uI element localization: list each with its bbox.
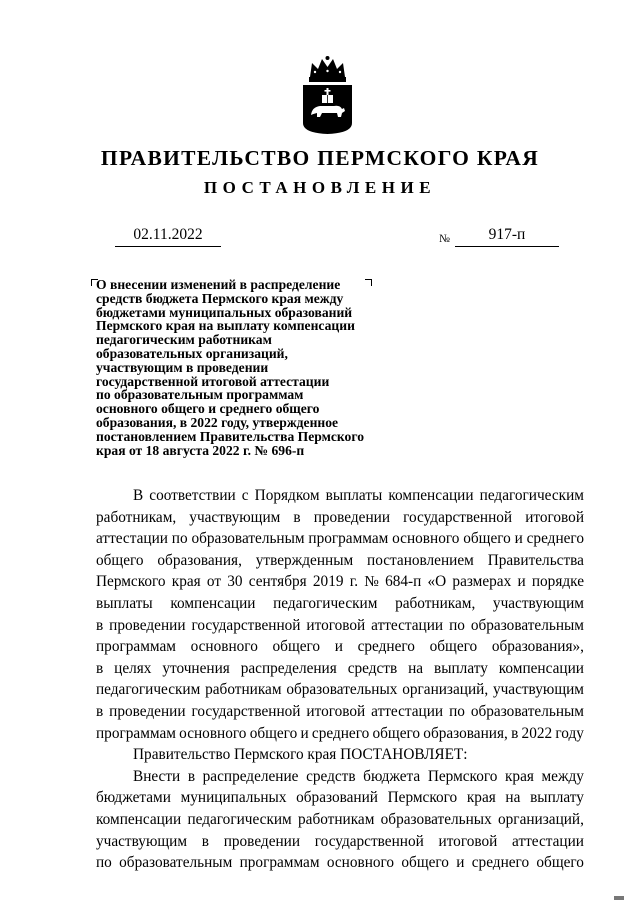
body-word: на [505,789,521,807]
body-word: среднего [357,638,415,656]
body-word: в [96,659,104,677]
body-line: Правительство Пермского края ПОСТАНОВЛЯЕТ: [133,746,468,764]
body-word: общего [429,638,478,656]
body-word: компенсации [96,810,182,828]
body-word: государственной [403,508,513,526]
body-word: государственной [191,616,301,634]
body-line [96,809,584,831]
body-word: в [96,616,104,634]
body-line [96,679,584,701]
body-word: размерах [452,573,512,591]
document-body [96,485,584,874]
body-word: программам [308,530,389,548]
body-line [96,636,584,658]
body-word: государственной [191,702,301,720]
body-word: проведении [109,702,186,720]
subject-line: Пермского края на выплату компенсации [96,318,355,334]
subject-line: участвующим в проведении [96,359,269,375]
body-word: компенсации [170,594,256,612]
body-word: по [171,530,188,548]
body-word: участвующим [189,508,281,526]
body-word: образовательных [286,681,398,699]
body-word: работникам [298,810,375,828]
body-word: в [96,702,104,720]
body-word: программам [96,638,176,656]
subject-line: по образовательным программам [96,387,304,403]
body-line [96,852,584,874]
number-sign: № [439,233,450,245]
body-word: основного [179,724,247,742]
body-word: педагогическим [479,487,584,504]
body-word: 2022 [521,724,553,742]
body-word: муниципальных [180,789,287,807]
subject-line: образования, в 2022 году, утвержденное [96,414,339,430]
body-word: края [504,767,534,785]
body-word: педагогическим [96,681,201,699]
body-word: Пермского [427,767,498,785]
body-line [96,485,584,507]
body-word: основного [392,530,460,548]
body-word: участвующим [96,832,188,850]
document-date: 02.11.2022 [115,226,221,247]
body-line [96,723,584,745]
body-word: соответствии [149,487,236,504]
body-word: и [300,724,309,742]
body-word: края [171,573,201,591]
body-word: основного [190,638,258,656]
body-word: бюджета [363,767,421,785]
body-word: образовательным [470,616,584,634]
government-title: ПРАВИТЕЛЬСТВО ПЕРМСКОГО КРАЯ [100,146,540,170]
body-word: государственной [314,832,424,850]
body-word: общего [536,854,584,872]
body-word: выплаты [96,594,153,612]
body-word: среднего [471,854,530,872]
body-word: средств [347,659,398,677]
body-line [96,593,584,615]
body-word: образования, [423,724,508,742]
body-word: среднего [311,724,370,742]
body-word: от [206,573,222,591]
body-word: края [466,789,496,807]
body-line [96,701,584,723]
body-word: образовательных [380,810,492,828]
body-word: общего [463,530,511,548]
body-word: общего [96,551,144,569]
body-word: итоговой [438,832,498,850]
body-word: основного [326,854,395,872]
body-word: участвующим [492,594,584,612]
body-word: на [408,659,424,677]
body-word: проведении [109,616,186,634]
page-corner-mark [614,896,624,900]
body-word: 684-п [385,573,422,591]
subject-line: государственной итоговой аттестации [96,373,330,389]
body-line [96,831,584,853]
body-word: Правительства [487,551,584,569]
body-word: и [456,854,465,872]
body-word: педагогическим [187,810,292,828]
body-word: по [96,854,112,872]
body-word: образовательным [119,854,233,872]
body-word: распределение [202,767,299,785]
body-word: общего [401,854,449,872]
body-word: в [201,832,209,850]
document-type: ПОСТАНОВЛЕНИЕ [203,178,437,197]
body-word: с [241,487,249,504]
body-word: компенсации [388,487,474,504]
body-word: сентября [248,573,307,591]
body-word: В [133,487,144,504]
body-line [96,550,584,572]
body-word: г. [349,573,359,591]
body-word: общего [272,638,321,656]
body-word: по [449,702,465,720]
body-word: программам [239,854,320,872]
body-word: проведении [223,832,301,850]
body-word: итоговой [306,702,366,720]
body-word: работникам, [395,594,476,612]
body-word: участвующим [492,681,584,699]
body-word: и [517,573,526,591]
subject-line: О внесении изменений в распределение [96,277,341,292]
subject-line: основного общего и среднего общего [96,401,320,417]
subject-line: педагогическим работникам [96,332,272,348]
perm-krai-coat-of-arms-icon [300,55,355,135]
body-word: аттестации [371,702,444,720]
body-word: Внести [133,767,181,785]
body-line [96,615,584,637]
document-number: 917-п [455,226,559,247]
body-word: выплаты [325,487,383,504]
body-word: году [555,724,584,742]
subject-line: постановлением Правительства Пермского [96,428,364,444]
body-word: и [334,638,343,656]
body-word: общего [249,724,298,742]
document-subject [96,278,396,457]
body-line [96,528,584,550]
body-word: организаций, [402,681,489,699]
body-word: между [541,767,584,785]
body-word: в [511,724,519,742]
body-word: образовательным [191,530,305,548]
body-word: выплату [530,789,584,807]
body-word: Порядком [254,487,320,504]
body-word: образования, [157,551,242,569]
body-word: работникам, [96,508,177,526]
body-word: проведении [313,508,391,526]
body-word: Пермского [96,573,166,591]
body-word: общего [372,724,421,742]
subject-line: края от 18 августа 2022 г. № 696-п [96,442,305,458]
body-word: 30 [227,573,243,591]
body-word: итоговой [525,508,584,526]
body-word: аттестации [96,530,168,548]
body-line [96,507,584,529]
body-word: в [187,767,196,785]
body-word: уточнения [162,659,230,677]
body-word: в [293,508,301,526]
body-word: Пермского [387,789,458,807]
subject-line: средств бюджета Пермского края между [96,290,344,306]
body-word: компенсации [498,659,584,677]
body-word: постановлением [367,551,474,569]
body-line [96,766,584,788]
subject-line: бюджетами муниципальных образований [96,304,353,320]
body-word: аттестации [371,616,444,634]
body-word: образования», [491,638,584,656]
body-word: распределения [240,659,337,677]
body-word: аттестации [512,832,584,850]
body-word: № [364,573,379,591]
body-word: образовательным [470,702,584,720]
body-word: по [449,616,465,634]
body-word: итоговой [306,616,366,634]
body-word: выплату [434,659,488,677]
subject-line: образовательных организаций, [96,345,288,361]
body-word: образований [296,789,378,807]
body-word: целях [114,659,152,677]
body-word: «О [427,573,447,591]
body-word: организаций, [498,810,584,828]
body-line [96,658,584,680]
body-word: средств [306,767,356,785]
body-word: утвержденным [255,551,354,569]
body-line [96,571,584,593]
body-word: среднего [526,530,584,548]
body-word: педагогическим [273,594,378,612]
body-word: порядке [531,573,584,591]
body-word: программам [96,724,176,742]
body-word: 2019 [312,573,344,591]
body-line [96,787,584,809]
body-word: и [514,530,523,548]
body-word: работникам [205,681,282,699]
body-word: бюджетами [96,789,171,807]
